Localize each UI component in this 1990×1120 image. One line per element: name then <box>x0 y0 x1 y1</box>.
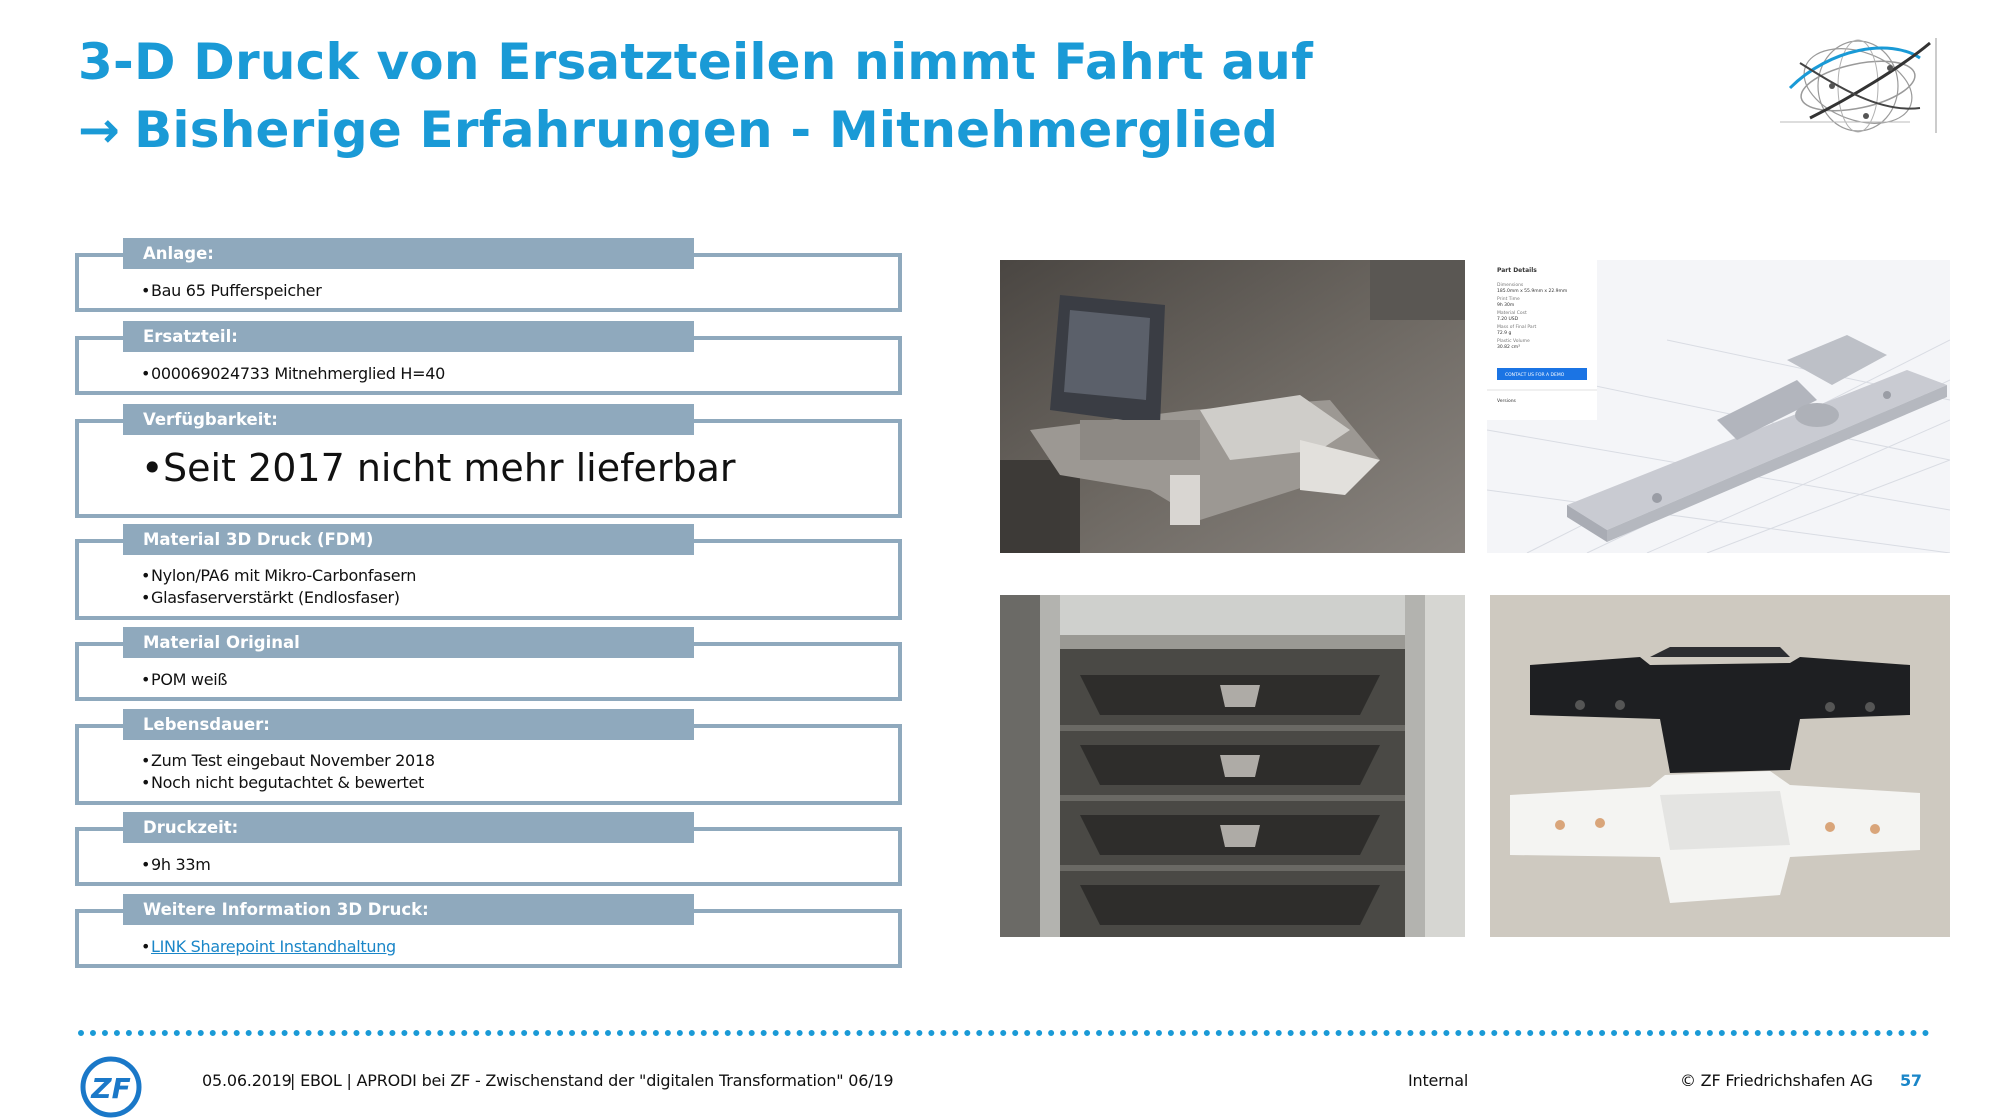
section-list <box>141 280 322 302</box>
section-lebensdauer <box>75 709 902 805</box>
arrow-icon: → <box>78 101 121 159</box>
panel-row: Plastic Volume <box>1497 339 1530 344</box>
section-list <box>141 669 227 691</box>
section-material-3d <box>75 524 902 620</box>
section-list <box>141 565 416 609</box>
panel-row: 7.20 USD <box>1497 317 1519 322</box>
section-druckzeit <box>75 812 902 886</box>
list-item: • Noch nicht begutachtet & bewertet <box>141 772 435 794</box>
list-item: • 000069024733 Mitnehmerglied H=40 <box>141 363 445 385</box>
panel-demo-button: CONTACT US FOR A DEMO <box>1505 373 1565 378</box>
panel-row: Dimensions <box>1497 283 1524 288</box>
section-list <box>141 444 736 492</box>
panel-row: 9h 30m <box>1497 303 1515 308</box>
photo-installed-part <box>1000 595 1465 937</box>
section-list <box>141 363 445 385</box>
slide-title <box>78 28 1313 164</box>
title-line-2 <box>78 96 1313 164</box>
page-number: 57 <box>1900 1071 1922 1090</box>
section-list <box>141 854 211 876</box>
panel-row: 72.9 g <box>1497 331 1512 336</box>
footer-divider <box>78 1030 1930 1036</box>
footer-classification: Internal <box>1408 1071 1469 1090</box>
list-item: • Glasfaserverstärkt (Endlosfaser) <box>141 587 416 609</box>
section-list <box>141 936 396 958</box>
section-list <box>141 750 435 794</box>
panel-row: Mass of Final Part <box>1497 325 1537 330</box>
section-anlage <box>75 238 902 312</box>
panel-heading: Part Details <box>1497 267 1537 274</box>
globe-logo-icon <box>1770 28 1940 138</box>
footer-info: | EBOL | APRODI bei ZF - Zwischenstand der "digitalen Transformation" 06/19 <box>290 1071 894 1090</box>
panel-row: 30.82 cm³ <box>1497 345 1520 350</box>
list-item: • Zum Test eingebaut November 2018 <box>141 750 435 772</box>
section-header: Material Original <box>123 627 694 658</box>
section-header: Lebensdauer: <box>123 709 694 740</box>
list-item: • Seit 2017 nicht mehr lieferbar <box>141 444 736 492</box>
photo-broken-part <box>1000 260 1465 553</box>
title-line-1: 3-D Druck von Ersatzteilen nimmt Fahrt auf <box>78 33 1314 91</box>
section-header: Material 3D Druck (FDM) <box>123 524 694 555</box>
section-header: Verfügbarkeit: <box>123 404 694 435</box>
footer-copyright: © ZF Friedrichshafen AG <box>1680 1071 1873 1090</box>
section-header: Anlage: <box>123 238 694 269</box>
list-item: • Nylon/PA6 mit Mikro-Carbonfasern <box>141 565 416 587</box>
section-verfuegbarkeit <box>75 404 902 518</box>
zf-logo-icon <box>78 1055 144 1119</box>
photo-slicer-screenshot <box>1487 260 1950 553</box>
panel-row: 185.0mm x 55.9mm x 22.9mm <box>1497 289 1568 294</box>
section-weitere-info <box>75 894 902 968</box>
list-item: • POM weiß <box>141 669 227 691</box>
panel-row: Material Cost <box>1497 311 1527 316</box>
zf-logo-text: ZF <box>91 1072 131 1105</box>
list-item: • 9h 33m <box>141 854 211 876</box>
section-ersatzteil <box>75 321 902 395</box>
section-header: Weitere Information 3D Druck: <box>123 894 694 925</box>
panel-versions: Versions <box>1497 399 1516 404</box>
section-header: Druckzeit: <box>123 812 694 843</box>
sharepoint-link[interactable]: LINK Sharepoint Instandhaltung <box>151 937 396 956</box>
photo-parts-comparison <box>1490 595 1950 937</box>
section-header: Ersatzteil: <box>123 321 694 352</box>
title-line-2-text: Bisherige Erfahrungen - Mitnehmerglied <box>134 101 1279 159</box>
footer-date: 05.06.2019 <box>202 1071 292 1090</box>
list-item <box>141 936 396 958</box>
panel-row: Print Time <box>1497 297 1520 302</box>
section-material-original <box>75 627 902 701</box>
list-item: • Bau 65 Pufferspeicher <box>141 280 322 302</box>
